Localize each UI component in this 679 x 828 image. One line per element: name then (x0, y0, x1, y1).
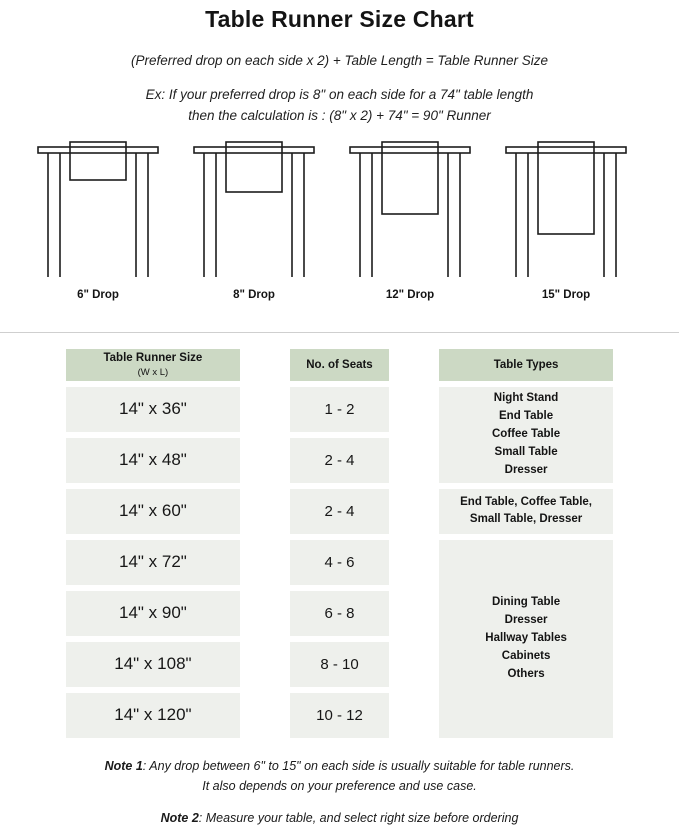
table-row: 2 - 4 (290, 438, 389, 483)
type-line: Others (507, 667, 545, 680)
table-row: 6 - 8 (290, 591, 389, 636)
header-seats-label: No. of Seats (306, 358, 373, 371)
drop-diagram-8 (184, 137, 324, 301)
table-row: 14" x 90" (66, 591, 240, 636)
table-row: 14" x 108" (66, 642, 240, 687)
drop-diagram-15 (496, 137, 636, 301)
table-row: 10 - 12 (290, 693, 389, 738)
note-2-text: : Measure your table, and select right size before ordering (198, 810, 519, 825)
note-2-label: Note 2 (160, 810, 199, 825)
drop-label-15: 15" Drop (541, 288, 591, 301)
table-illustration-12-icon (340, 137, 480, 297)
drop-diagram-12 (340, 137, 480, 301)
type-line: Hallway Tables (485, 631, 567, 644)
note-1-text-2: It also depends on your preference and use case. (202, 778, 477, 793)
header-size-sublabel: (W x L) (137, 366, 169, 378)
type-line: Night Stand (493, 392, 559, 405)
table-row: 4 - 6 (290, 540, 389, 585)
header-seats (290, 349, 389, 381)
drop-diagram-6 (28, 137, 168, 301)
header-size-label: Table Runner Size (103, 352, 203, 365)
type-line: End Table (499, 410, 554, 423)
note-1-label: Note 1 (104, 758, 143, 773)
note-1-text: : Any drop between 6" to 15" on each side is usually suitable for table runners. (142, 758, 575, 773)
table-illustration-15-icon (496, 137, 636, 297)
note-1 (40, 756, 639, 796)
example-line-2: then the calculation is : (8" x 2) + 74" = 90" Runner (188, 107, 491, 123)
size-table (0, 333, 679, 738)
table-illustration-6-icon (28, 137, 168, 297)
column-size (66, 349, 240, 738)
table-row: 14" x 120" (66, 693, 240, 738)
notes-section (0, 756, 679, 828)
drop-label-12: 12" Drop (385, 288, 435, 301)
header-types (439, 349, 613, 381)
table-row (439, 489, 613, 534)
note-2 (40, 808, 639, 828)
table-row: 14" x 36" (66, 387, 240, 432)
table-row (439, 540, 613, 738)
type-line: Dresser (504, 614, 548, 627)
table-row: 14" x 48" (66, 438, 240, 483)
table-row: 1 - 2 (290, 387, 389, 432)
type-line: Dining Table (491, 596, 561, 609)
table-row: 2 - 4 (290, 489, 389, 534)
size-chart-page (0, 6, 679, 825)
type-line: Coffee Table (491, 427, 561, 440)
table-row: 14" x 72" (66, 540, 240, 585)
type-line: Dresser (504, 463, 548, 476)
column-seats (290, 349, 389, 738)
type-line: Small Table (494, 445, 558, 458)
header-types-label: Table Types (493, 358, 559, 371)
page-title: Table Runner Size Chart (205, 6, 474, 32)
drop-label-6: 6" Drop (77, 288, 119, 301)
table-illustration-8-icon (184, 137, 324, 297)
type-line: End Table, Coffee Table, (460, 495, 592, 508)
drop-label-8: 8" Drop (233, 288, 275, 301)
column-types (439, 349, 613, 738)
type-line: Cabinets (501, 649, 551, 662)
table-row (439, 387, 613, 483)
type-line: Small Table, Dresser (469, 513, 583, 526)
drop-diagrams (0, 137, 679, 322)
table-row: 14" x 60" (66, 489, 240, 534)
table-row: 8 - 10 (290, 642, 389, 687)
formula-text: (Preferred drop on each side x 2) + Table Length = Table Runner Size (130, 53, 549, 68)
example-line-1: Ex: If your preferred drop is 8" on each side for a 74" table length (145, 87, 534, 102)
example-text (0, 85, 679, 127)
header-size (66, 349, 240, 381)
